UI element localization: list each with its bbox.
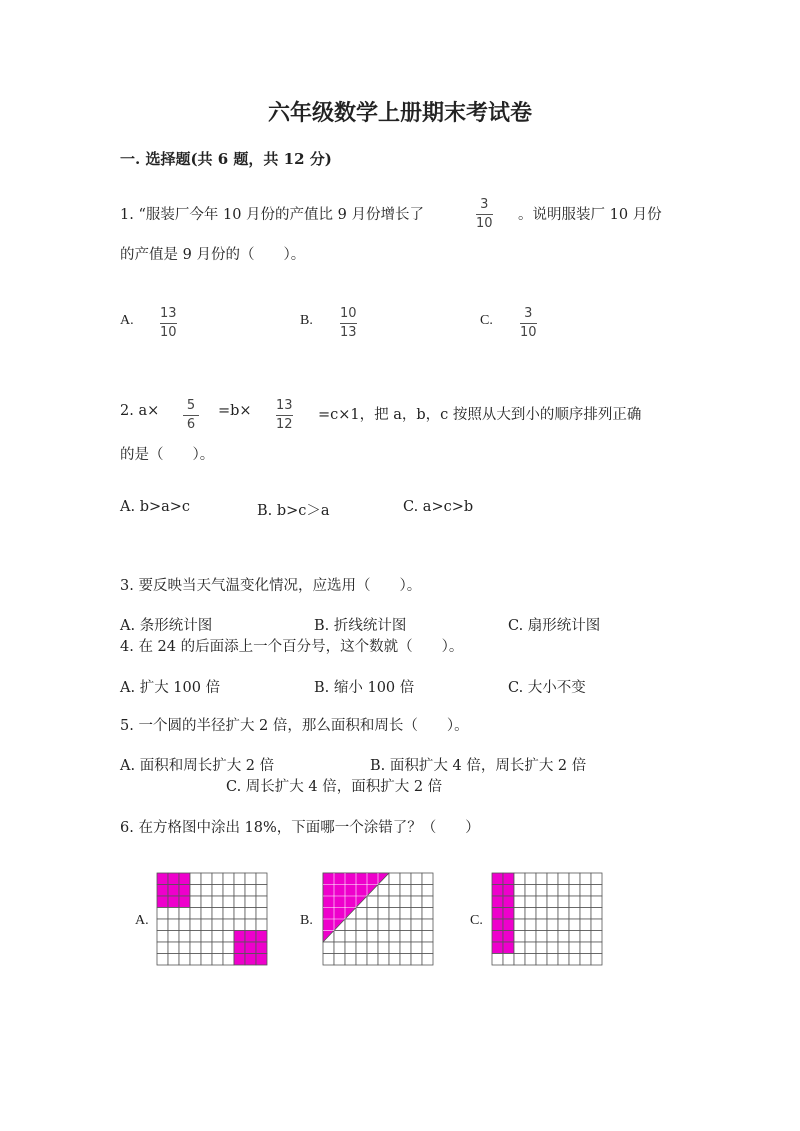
q1-text-part-a: 1. “服装厂今年 10 月份的产值比 9 月份增长了	[120, 207, 424, 223]
grid-cell	[157, 919, 168, 931]
grid-cell	[591, 931, 602, 943]
grid-cell	[234, 908, 245, 920]
grid-cell	[201, 873, 212, 885]
grid-cell	[422, 896, 433, 908]
grid-cell	[514, 885, 525, 897]
grid-cell	[212, 873, 223, 885]
grid-cell-filled	[503, 908, 514, 920]
grid-cell	[223, 873, 234, 885]
grid-cell	[536, 954, 547, 966]
grid-cell-filled	[157, 885, 168, 897]
q6-option-b-label: B.	[300, 913, 313, 928]
grid-cell	[256, 896, 267, 908]
grid-cell	[580, 908, 591, 920]
grid-cell	[580, 896, 591, 908]
grid-cell-filled	[168, 896, 179, 908]
grid-cell	[580, 873, 591, 885]
grid-cell	[190, 942, 201, 954]
grid-cell	[536, 942, 547, 954]
grid-cell	[558, 919, 569, 931]
grid-cell	[558, 885, 569, 897]
grid-cell	[389, 908, 400, 920]
grid-cell	[334, 954, 345, 966]
grid-cell-filled	[234, 954, 245, 966]
section-heading: 一. 选择题(共 6 题，共 12 分)	[120, 150, 332, 168]
grid-cell	[201, 919, 212, 931]
grid-cell	[345, 931, 356, 943]
q2-text-part-a: 2. a×	[120, 403, 160, 419]
grid-cell	[525, 954, 536, 966]
grid-cell	[422, 942, 433, 954]
grid-cell-filled	[256, 942, 267, 954]
q5-option-c[interactable]: C. 周长扩大 4 倍，面积扩大 2 倍	[226, 779, 443, 795]
grid-cell	[580, 954, 591, 966]
grid-cell	[558, 896, 569, 908]
grid-cell	[591, 942, 602, 954]
grid-cell	[569, 896, 580, 908]
grid-cell	[569, 873, 580, 885]
grid-cell	[179, 942, 190, 954]
grid-cell	[179, 954, 190, 966]
grid-cell	[168, 942, 179, 954]
grid-cell	[234, 896, 245, 908]
grid-cell-filled	[503, 896, 514, 908]
grid-cell	[389, 896, 400, 908]
grid-cell	[389, 873, 400, 885]
grid-cell-filled	[503, 873, 514, 885]
grid-cell	[168, 931, 179, 943]
grid-cell	[201, 942, 212, 954]
q3-option-a[interactable]: A. 条形统计图	[120, 618, 213, 634]
grid-cell-filled	[492, 873, 503, 885]
grid-cell	[400, 908, 411, 920]
q5-option-a[interactable]: A. 面积和周长扩大 2 倍	[120, 758, 275, 774]
grid-cell-filled	[157, 873, 168, 885]
grid-cell-filled	[492, 885, 503, 897]
q1-option-a-fraction[interactable]	[160, 306, 177, 340]
grid-cell	[389, 942, 400, 954]
grid-cell	[547, 873, 558, 885]
grid-cell	[157, 954, 168, 966]
fraction-bar	[340, 323, 357, 324]
fraction-numerator: 3	[480, 197, 489, 212]
grid-cell	[591, 908, 602, 920]
grid-cell	[422, 931, 433, 943]
q2-option-b[interactable]: B. b>c＞a	[257, 503, 330, 519]
grid-cell	[179, 931, 190, 943]
grid-cell	[400, 885, 411, 897]
fraction-numerator: 10	[340, 306, 357, 321]
grid-cell	[580, 919, 591, 931]
grid-cell-filled	[245, 954, 256, 966]
grid-cell-filled	[503, 931, 514, 943]
grid-cell	[190, 873, 201, 885]
grid-cell-filled	[179, 873, 190, 885]
q4-option-a[interactable]: A. 扩大 100 倍	[120, 680, 221, 696]
grid-cell	[411, 954, 422, 966]
fraction-denominator: 13	[340, 325, 357, 340]
grid-cell	[558, 908, 569, 920]
grid-cell	[378, 942, 389, 954]
grid-cell	[591, 954, 602, 966]
grid-cell-filled	[245, 942, 256, 954]
grid-cell-filled	[503, 919, 514, 931]
q1-option-a-label: A.	[120, 313, 134, 328]
grid-cell	[525, 896, 536, 908]
fraction-numerator: 13	[160, 306, 177, 321]
grid-cell	[345, 919, 356, 931]
grid-cell	[547, 908, 558, 920]
grid-cell	[378, 885, 389, 897]
grid-cell	[201, 896, 212, 908]
grid-cell	[400, 954, 411, 966]
grid-cell	[514, 942, 525, 954]
grid-cell	[536, 873, 547, 885]
grid-cell	[345, 942, 356, 954]
fraction-denominator: 10	[476, 216, 493, 231]
grid-cell-filled	[179, 896, 190, 908]
grid-cell	[400, 873, 411, 885]
grid-cell	[378, 896, 389, 908]
grid-cell	[558, 873, 569, 885]
q6-grid-a[interactable]	[157, 873, 269, 966]
grid-cell	[157, 908, 168, 920]
grid-cell	[378, 954, 389, 966]
fraction-numerator: 13	[276, 398, 293, 413]
grid-cell	[411, 885, 422, 897]
grid-cell	[569, 908, 580, 920]
grid-cell-filled	[179, 885, 190, 897]
fraction-bar	[520, 323, 537, 324]
grid-cell	[389, 919, 400, 931]
grid-cell	[356, 942, 367, 954]
grid-cell	[591, 919, 602, 931]
q5-text: 5. 一个圆的半径扩大 2 倍，那么面积和周长（ ）。	[120, 718, 469, 734]
q4-text: 4. 在 24 的后面添上一个百分号，这个数就（ ）。	[120, 639, 464, 655]
grid-cell	[536, 931, 547, 943]
q2-fraction-1	[183, 398, 199, 432]
grid-cell	[547, 942, 558, 954]
grid-cell	[525, 919, 536, 931]
grid-cell	[411, 896, 422, 908]
grid-cell	[223, 896, 234, 908]
q3-text: 3. 要反映当天气温变化情况，应选用（ ）。	[120, 578, 422, 594]
grid-cell	[179, 919, 190, 931]
q1-option-b-label: B.	[300, 313, 313, 328]
grid-cell	[569, 931, 580, 943]
grid-cell-filled	[234, 942, 245, 954]
grid-cell	[411, 942, 422, 954]
grid-cell	[223, 954, 234, 966]
q6-grid-c[interactable]	[492, 873, 604, 966]
grid-cell	[212, 942, 223, 954]
grid-cell	[536, 908, 547, 920]
grid-cell	[389, 931, 400, 943]
grid-cell-filled	[503, 885, 514, 897]
grid-cell	[212, 931, 223, 943]
grid-cell	[367, 942, 378, 954]
fraction-denominator: 10	[520, 325, 537, 340]
grid-cell	[591, 873, 602, 885]
grid-cell	[400, 931, 411, 943]
grid-cell	[234, 885, 245, 897]
grid-cell	[580, 885, 591, 897]
fraction-bar	[183, 415, 199, 416]
fraction-bar	[476, 214, 493, 215]
grid-cell	[334, 931, 345, 943]
grid-cell	[525, 908, 536, 920]
grid-cell-filled	[503, 942, 514, 954]
grid-cell	[212, 919, 223, 931]
q1-option-c-fraction[interactable]	[520, 306, 537, 340]
grid-cell	[514, 931, 525, 943]
grid-cell-filled	[256, 954, 267, 966]
grid-cell	[256, 919, 267, 931]
grid-cell	[569, 942, 580, 954]
grid-cell	[378, 908, 389, 920]
q3-option-c[interactable]: C. 扇形统计图	[508, 618, 601, 634]
grid-cell-filled	[168, 885, 179, 897]
grid-cell	[212, 885, 223, 897]
grid-cell	[411, 908, 422, 920]
grid-cell	[411, 919, 422, 931]
grid-cell	[378, 931, 389, 943]
grid-cell	[580, 942, 591, 954]
grid-cell	[323, 954, 334, 966]
grid-cell	[334, 942, 345, 954]
grid-cell	[591, 896, 602, 908]
grid-cell	[525, 873, 536, 885]
grid-cell-filled	[256, 931, 267, 943]
grid-cell	[514, 919, 525, 931]
q6-option-a-label: A.	[135, 913, 149, 928]
grid-cell	[367, 919, 378, 931]
grid-cell	[569, 919, 580, 931]
q1-fraction	[476, 197, 493, 231]
grid-cell	[422, 919, 433, 931]
q6-text: 6. 在方格图中涂出 18%，下面哪一个涂错了？（ ）	[120, 820, 480, 836]
grid-cell	[356, 908, 367, 920]
grid-cell	[157, 942, 168, 954]
grid-cell	[190, 896, 201, 908]
grid-cell	[536, 885, 547, 897]
grid-cell	[536, 896, 547, 908]
grid-cell	[256, 873, 267, 885]
q1-text-line2: 的产值是 9 月份的（ ）。	[120, 247, 306, 263]
grid-cell	[201, 908, 212, 920]
grid-cell	[190, 885, 201, 897]
grid-cell	[525, 885, 536, 897]
grid-cell	[422, 873, 433, 885]
grid-cell	[547, 919, 558, 931]
grid-cell	[157, 931, 168, 943]
page-title: 六年级数学上册期末考试卷	[267, 100, 532, 126]
grid-cell	[514, 873, 525, 885]
grid-cell	[245, 885, 256, 897]
grid-cell	[234, 919, 245, 931]
grid-cell	[223, 919, 234, 931]
grid-cell	[514, 908, 525, 920]
grid-cell	[367, 931, 378, 943]
q1-text-part-b: 。说明服装厂 10 月份	[518, 207, 662, 223]
q2-option-c[interactable]: C. a>c>b	[403, 499, 474, 515]
grid-cell	[356, 954, 367, 966]
grid-cell	[514, 896, 525, 908]
q2-text-part-c: =c×1，把 a，b，c 按照从大到小的顺序排列正确	[318, 407, 642, 423]
grid-cell	[168, 908, 179, 920]
grid-cell	[525, 942, 536, 954]
grid-cell	[190, 931, 201, 943]
grid-cell-filled	[168, 873, 179, 885]
grid-cell	[411, 873, 422, 885]
grid-cell	[580, 931, 591, 943]
q4-option-c[interactable]: C. 大小不变	[508, 680, 586, 696]
grid-cell	[223, 942, 234, 954]
grid-cell	[356, 919, 367, 931]
grid-cell	[547, 896, 558, 908]
grid-cell	[201, 954, 212, 966]
grid-cell	[245, 873, 256, 885]
grid-cell	[558, 931, 569, 943]
q3-option-b[interactable]: B. 折线统计图	[314, 618, 407, 634]
grid-cell	[558, 942, 569, 954]
q6-option-c-label: C.	[470, 913, 483, 928]
grid-cell	[367, 896, 378, 908]
grid-cell	[422, 885, 433, 897]
grid-cell-filled	[492, 931, 503, 943]
grid-cell	[400, 942, 411, 954]
q1-option-b-fraction[interactable]	[340, 306, 357, 340]
q5-option-b[interactable]: B. 面积扩大 4 倍，周长扩大 2 倍	[370, 758, 587, 774]
grid-cell	[234, 873, 245, 885]
grid-cell	[256, 908, 267, 920]
grid-cell	[547, 885, 558, 897]
grid-cell	[356, 931, 367, 943]
grid-cell	[367, 954, 378, 966]
q2-fraction-2	[276, 398, 293, 432]
grid-cell-filled	[157, 896, 168, 908]
grid-cell	[389, 954, 400, 966]
grid-cell	[323, 942, 334, 954]
fraction-bar	[160, 323, 177, 324]
grid-cell	[223, 931, 234, 943]
grid-cell	[389, 885, 400, 897]
grid-cell	[591, 885, 602, 897]
grid-cell	[525, 931, 536, 943]
grid-cell-filled	[492, 896, 503, 908]
grid-cell	[212, 954, 223, 966]
grid-cell	[201, 885, 212, 897]
grid-cell	[190, 908, 201, 920]
grid-cell	[569, 954, 580, 966]
grid-cell-filled	[234, 931, 245, 943]
grid-cell	[168, 954, 179, 966]
grid-cell	[212, 896, 223, 908]
grid-cell	[492, 954, 503, 966]
grid-cell	[179, 908, 190, 920]
grid-cell	[411, 931, 422, 943]
q4-option-b[interactable]: B. 缩小 100 倍	[314, 680, 415, 696]
grid-cell	[569, 885, 580, 897]
grid-cell	[367, 908, 378, 920]
fraction-denominator: 6	[186, 417, 196, 432]
fraction-numerator: 3	[524, 306, 533, 321]
grid-cell	[256, 885, 267, 897]
fraction-denominator: 12	[276, 417, 293, 432]
fraction-bar	[276, 415, 293, 416]
grid-cell	[190, 954, 201, 966]
fraction-denominator: 10	[160, 325, 177, 340]
grid-cell	[190, 919, 201, 931]
grid-cell	[547, 954, 558, 966]
grid-cell	[345, 954, 356, 966]
q2-option-a[interactable]: A. b>a>c	[120, 499, 191, 515]
grid-cell	[514, 954, 525, 966]
grid-cell	[245, 908, 256, 920]
grid-cell	[400, 919, 411, 931]
grid-cell-filled	[492, 919, 503, 931]
grid-cell	[503, 954, 514, 966]
grid-cell	[168, 919, 179, 931]
grid-cell	[558, 954, 569, 966]
grid-cell	[223, 885, 234, 897]
q6-grid-b[interactable]	[323, 873, 435, 966]
q2-text-part-b: =b×	[218, 403, 252, 419]
grid-cell-filled	[492, 908, 503, 920]
grid-cell-filled	[245, 931, 256, 943]
grid-cell	[547, 931, 558, 943]
grid-cell	[422, 908, 433, 920]
grid-cell	[245, 919, 256, 931]
grid-cell	[245, 896, 256, 908]
grid-cell	[212, 908, 223, 920]
grid-cell	[536, 919, 547, 931]
grid-cell	[201, 931, 212, 943]
grid-cell-filled	[492, 942, 503, 954]
fraction-numerator: 5	[186, 398, 196, 413]
q1-option-c-label: C.	[480, 313, 493, 328]
grid-cell	[223, 908, 234, 920]
q2-text-line2: 的是（ ）。	[120, 447, 215, 463]
grid-cell	[422, 954, 433, 966]
grid-cell	[400, 896, 411, 908]
grid-cell	[378, 919, 389, 931]
